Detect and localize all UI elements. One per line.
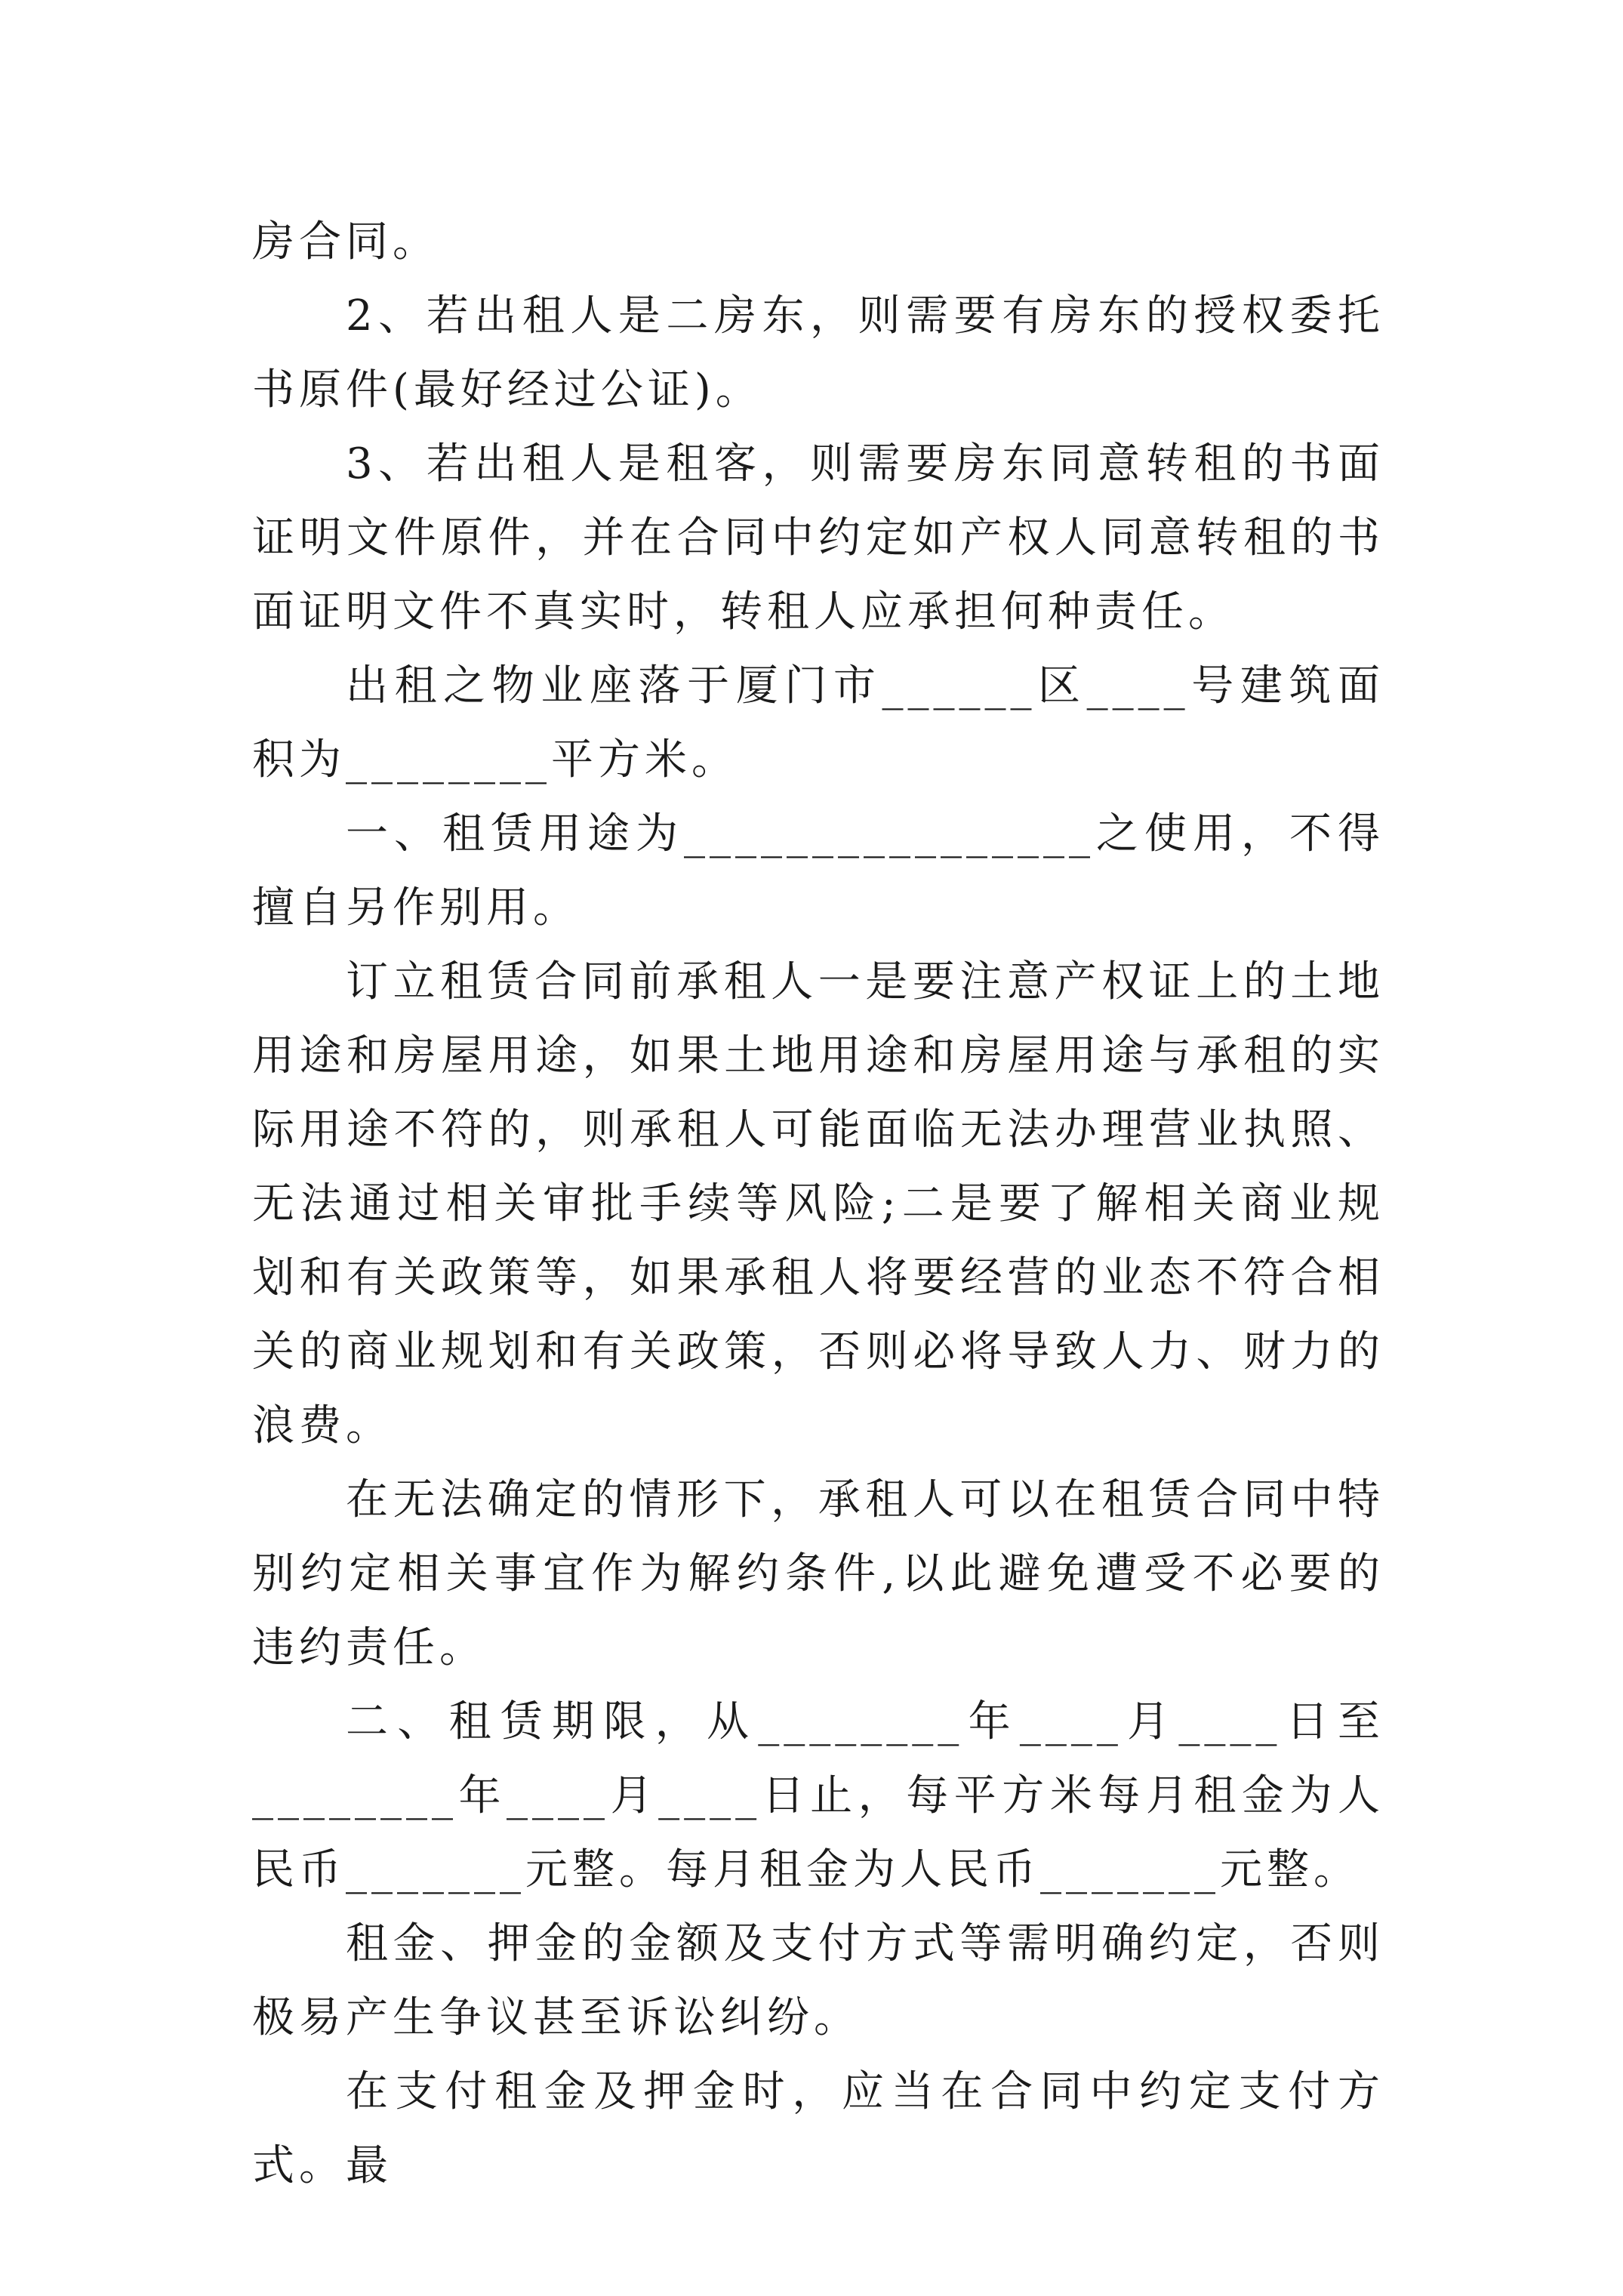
document-body [252, 205, 1384, 2203]
paragraph-lease-term: 二、租赁期限，从________年____月____日至________年____月____日止，每平方米每月租金为人民币_______元整。每月租金为人民币_______元整。 [252, 1697, 1384, 1894]
paragraph-property-location: 出租之物业座落于厦门市______区____号建筑面积为________平方米。 [252, 661, 1384, 784]
paragraph-pre-contract-notes: 订立租赁合同前承租人一是要注意产权证上的土地用途和房屋用途，如果土地用途和房屋用途与承租的实际用途不符的，则承租人可能面临无法办理营业执照、无法通过相关审批手续等风险;二是要了解相关商业规划和有关政策等，如果承租人将要经营的业态不符合相关的商业规划和有关政策，否则必将导致人力、财力的浪费。 [252, 957, 1384, 1450]
paragraph-item-3: 3、若出租人是租客，则需要房东同意转租的书面证明文件原件，并在合同中约定如产权人同意转租的书面证明文件不真实时，转租人应承担何种责任。 [252, 439, 1384, 636]
paragraph-termination-condition: 在无法确定的情形下，承租人可以在租赁合同中特别约定相关事宜作为解约条件,以此避免遭受不必要的违约责任。 [252, 1475, 1384, 1672]
paragraph-payment-method: 在支付租金及押金时，应当在合同中约定支付方式。最 [252, 2067, 1384, 2190]
paragraph-rent-deposit: 租金、押金的金额及支付方式等需明确约定，否则极易产生争议甚至诉讼纠纷。 [252, 1919, 1384, 2042]
paragraph-continuation: 房合同。 [252, 217, 439, 267]
paragraph-item-2: 2、若出租人是二房东，则需要有房东的授权委托书原件(最好经过公证)。 [252, 291, 1384, 415]
paragraph-lease-purpose: 一、租赁用途为________________之使用，不得擅自另作别用。 [252, 809, 1384, 932]
